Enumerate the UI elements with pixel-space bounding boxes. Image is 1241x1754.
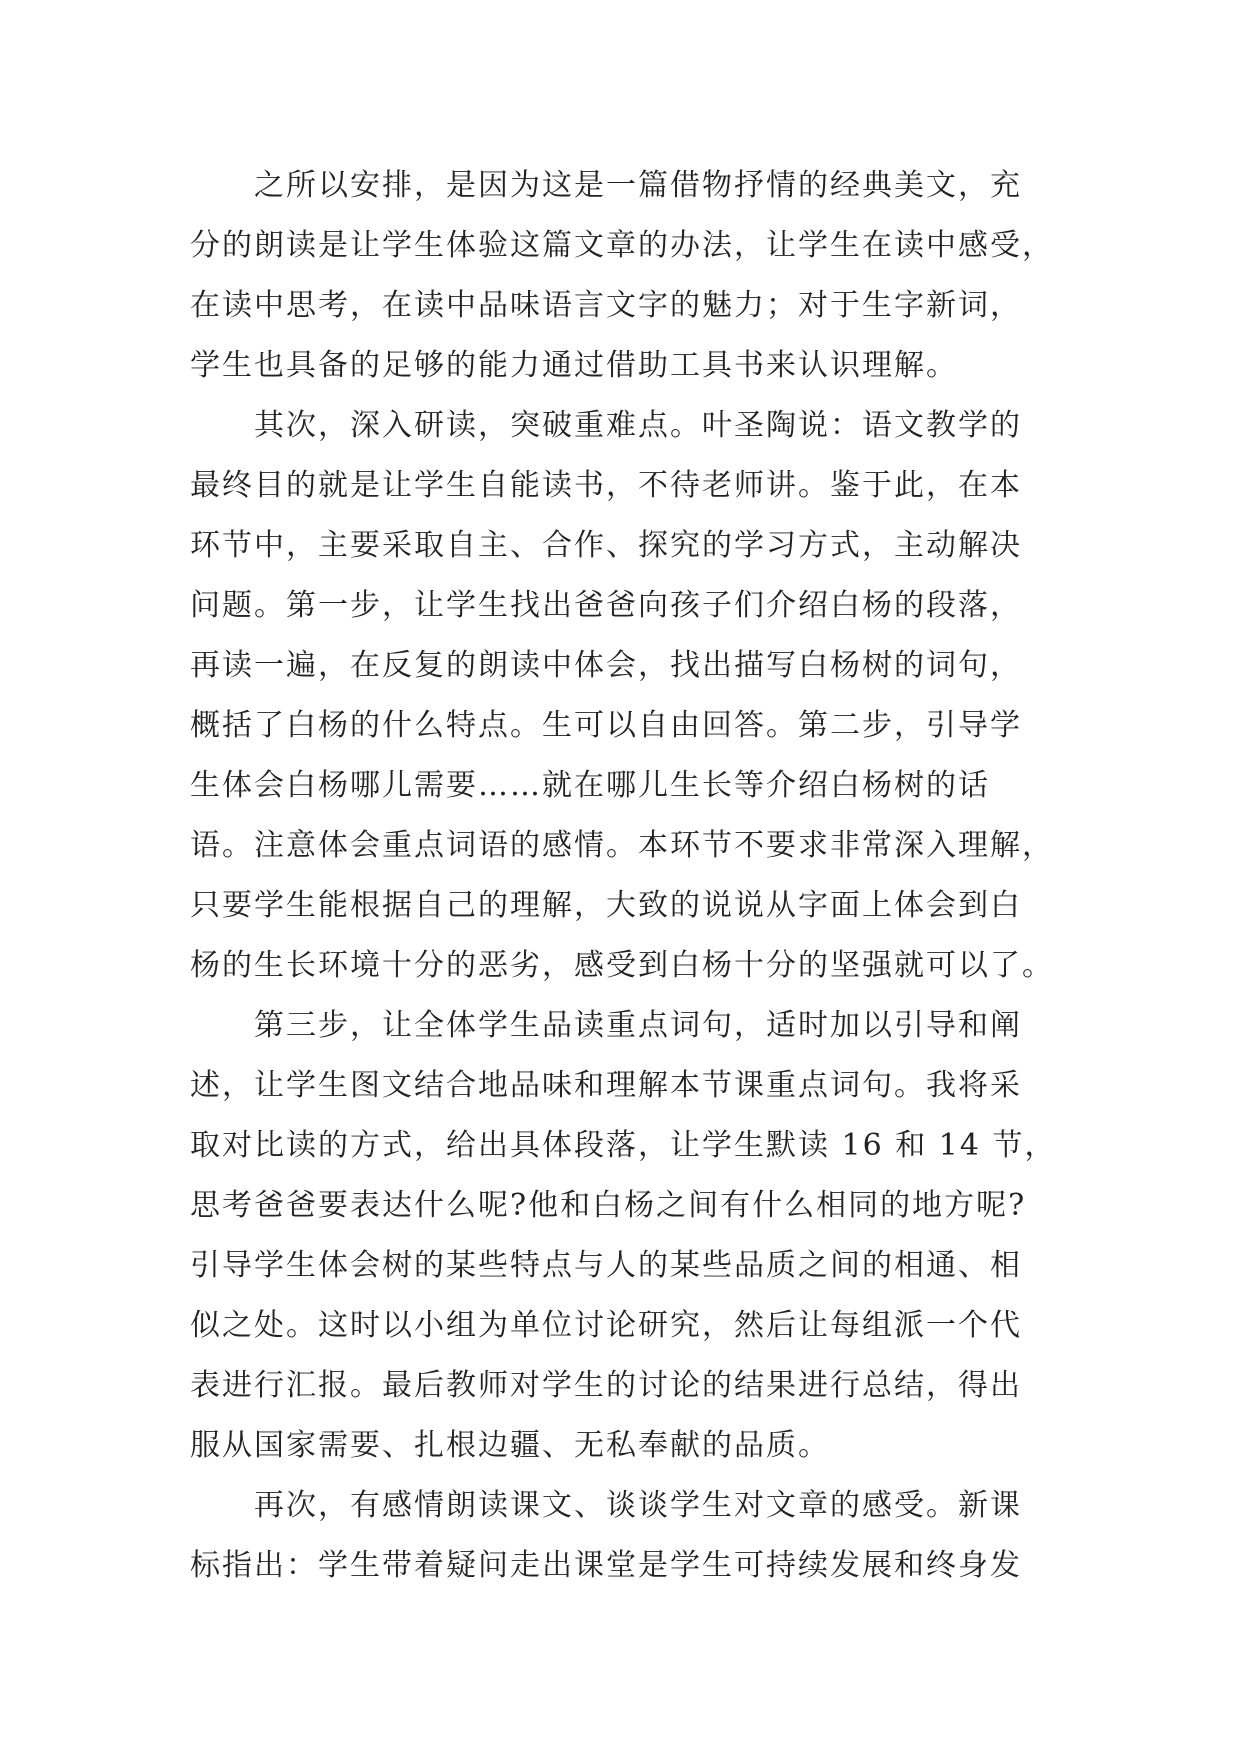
text-line: 生体会白杨哪儿需要……就在哪儿生长等介绍白杨树的话 xyxy=(190,768,990,803)
text-line: 之所以安排，是因为这是一篇借物抒情的经典美文，充 xyxy=(254,168,1022,203)
text-line: 语。注意体会重点词语的感情。本环节不要求非常深入理解， xyxy=(190,828,1054,863)
text-line: 再读一遍，在反复的朗读中体会，找出描写白杨树的词句， xyxy=(190,648,1022,683)
text-line: 学生也具备的足够的能力通过借助工具书来认识理解。 xyxy=(190,348,958,383)
text-line: 述，让学生图文结合地品味和理解本节课重点词句。我将采 xyxy=(190,1068,1022,1103)
paragraph-1 xyxy=(190,156,1090,396)
text-line: 标指出：学生带着疑问走出课堂是学生可持续发展和终身发 xyxy=(190,1548,1022,1583)
paragraph-2 xyxy=(190,396,1090,996)
text-line: 概括了白杨的什么特点。生可以自由回答。第二步，引导学 xyxy=(190,708,1022,743)
text-line: 引导学生体会树的某些特点与人的某些品质之间的相通、相 xyxy=(190,1248,1022,1283)
text-line: 取对比读的方式，给出具体段落，让学生默读 16 和 14 节， xyxy=(190,1128,1057,1163)
document-body xyxy=(190,156,1090,1596)
text-line: 服从国家需要、扎根边疆、无私奉献的品质。 xyxy=(190,1428,830,1463)
paragraph-3 xyxy=(190,996,1090,1476)
text-line: 思考爸爸要表达什么呢?他和白杨之间有什么相同的地方呢? xyxy=(190,1188,1027,1223)
text-line: 似之处。这时以小组为单位讨论研究，然后让每组派一个代 xyxy=(190,1308,1022,1343)
text-line: 问题。第一步，让学生找出爸爸向孩子们介绍白杨的段落， xyxy=(190,588,1022,623)
text-line: 在读中思考，在读中品味语言文字的魅力；对于生字新词， xyxy=(190,288,1022,323)
text-line: 第三步，让全体学生品读重点词句，适时加以引导和阐 xyxy=(254,1008,1022,1043)
text-line: 其次，深入研读，突破重难点。叶圣陶说：语文教学的 xyxy=(254,408,1022,443)
text-line: 只要学生能根据自己的理解，大致的说说从字面上体会到白 xyxy=(190,888,1022,923)
text-line: 表进行汇报。最后教师对学生的讨论的结果进行总结，得出 xyxy=(190,1368,1022,1403)
paragraph-4 xyxy=(190,1476,1090,1596)
text-line: 环节中，主要采取自主、合作、探究的学习方式，主动解决 xyxy=(190,528,1022,563)
text-line: 再次，有感情朗读课文、谈谈学生对文章的感受。新课 xyxy=(254,1488,1022,1523)
text-line: 最终目的就是让学生自能读书，不待老师讲。鉴于此，在本 xyxy=(190,468,1022,503)
text-line: 杨的生长环境十分的恶劣，感受到白杨十分的坚强就可以了。 xyxy=(190,948,1054,983)
text-line: 分的朗读是让学生体验这篇文章的办法，让学生在读中感受， xyxy=(190,228,1054,263)
